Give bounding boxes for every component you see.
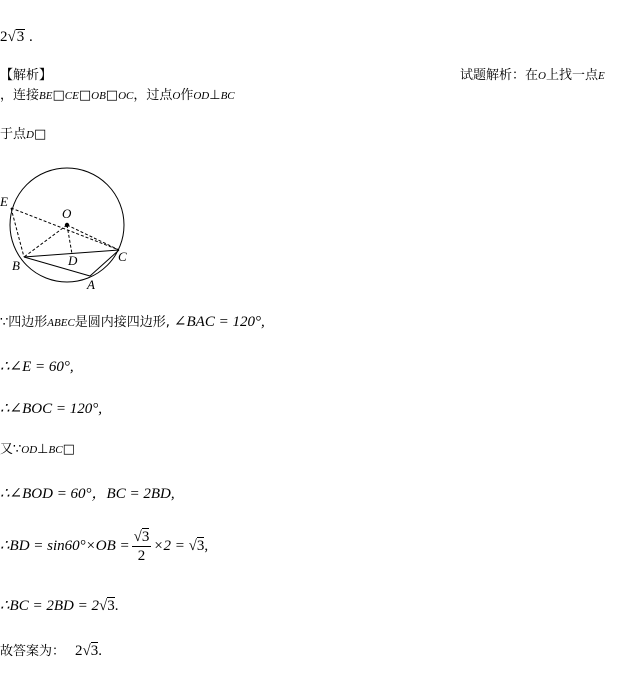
label-D: D — [68, 253, 78, 268]
analysis-right-label — [460, 67, 605, 85]
s6-a: ∴BD = sin60°×OB = — [0, 538, 130, 554]
label-A: A — [87, 277, 95, 292]
l3-a: 于点 — [0, 127, 27, 142]
analysis-line-2 — [0, 87, 235, 105]
l2-e: OC — [118, 90, 134, 102]
final-b: 2 — [75, 643, 83, 659]
l2-i: OD — [193, 90, 210, 102]
l2-b: BE — [39, 90, 53, 102]
l2-g: O — [172, 90, 181, 102]
step-3: ∴∠BOC = 120°, — [0, 401, 102, 417]
l2-sep1: □ — [52, 88, 65, 103]
answer-radicand: 3 — [16, 29, 25, 45]
s7-a: ∴BC = 2BD = 2 — [0, 598, 99, 614]
segment-BA — [24, 257, 90, 276]
s6-b: ×2 = — [153, 538, 185, 554]
label-C: C — [118, 249, 127, 264]
segment-AC — [90, 250, 119, 276]
l2-j: ⊥ — [209, 88, 221, 103]
segment-OD — [67, 225, 72, 254]
step-4 — [0, 441, 75, 459]
s6-d: , — [204, 538, 209, 554]
right-label-E: E — [597, 70, 605, 82]
right-label-mid: 上找一点 — [545, 68, 598, 83]
step-6: ∴BD = sin60°×OB = $\frac{√3}{2}$ ×2 = √3, — [0, 529, 209, 564]
sqrt-symbol: √3 — [7, 29, 25, 45]
s7-b: 3 — [107, 598, 115, 614]
step-5: ∴∠BOD = 60°，BC = 2BD, — [0, 486, 175, 502]
s1-a: ∵四边形 — [0, 315, 48, 330]
top-answer — [0, 28, 33, 47]
l2-a: ，连接 — [0, 88, 40, 103]
l2-f: ，过点 — [133, 88, 173, 103]
step-2: ∴∠E = 60°, — [0, 359, 74, 375]
s4-a: 又∵ — [0, 442, 22, 457]
s4-d: BC — [48, 444, 63, 456]
l2-c: CE — [64, 90, 79, 102]
label-E: E — [0, 194, 8, 209]
s4-e: □ — [62, 442, 75, 457]
l2-k: BC — [220, 90, 235, 102]
step-1 — [0, 313, 265, 332]
s7-c: . — [114, 598, 119, 614]
s1-d: ∠BAC = 120°, — [173, 314, 265, 330]
segment-EB — [11, 208, 24, 257]
geometry-figure — [0, 158, 140, 298]
analysis-header: 【解析】 — [0, 68, 53, 83]
final-d: . — [98, 643, 102, 659]
step-7: ∴BC = 2BD = 2√3. — [0, 598, 119, 614]
analysis-line-3 — [0, 126, 46, 144]
final-c: 3 — [90, 643, 99, 659]
segment-OC — [67, 225, 119, 250]
s1-c: 是圆内接四边形, — [74, 315, 170, 330]
s6-c: 3 — [196, 538, 205, 554]
s6-fraction: $\frac{√3}{2}$ — [133, 529, 150, 564]
right-label-text: 试题解析：在 — [460, 68, 539, 83]
center-point — [65, 223, 69, 227]
l2-h: 作 — [180, 88, 194, 103]
s6-den: 2 — [137, 548, 146, 564]
s4-c: ⊥ — [37, 442, 49, 457]
final-a: 故答案为： — [0, 644, 66, 659]
s6-num: 3 — [141, 529, 150, 545]
right-label-O: O — [538, 70, 546, 82]
final-answer: 故答案为： 2√3. — [0, 643, 102, 659]
l3-b: D — [26, 129, 34, 141]
l2-sep3: □ — [105, 88, 119, 103]
label-O: O — [62, 206, 72, 221]
s1-b: ABEC — [47, 317, 75, 329]
segment-OB — [24, 225, 67, 257]
l2-d: OB — [91, 90, 106, 102]
answer-coef: 2 — [0, 29, 8, 45]
answer-tail: . — [25, 29, 33, 45]
label-B: B — [12, 258, 20, 273]
l2-sep2: □ — [78, 88, 92, 103]
l3-c: □ — [33, 127, 47, 142]
s4-b: OD — [21, 444, 38, 456]
